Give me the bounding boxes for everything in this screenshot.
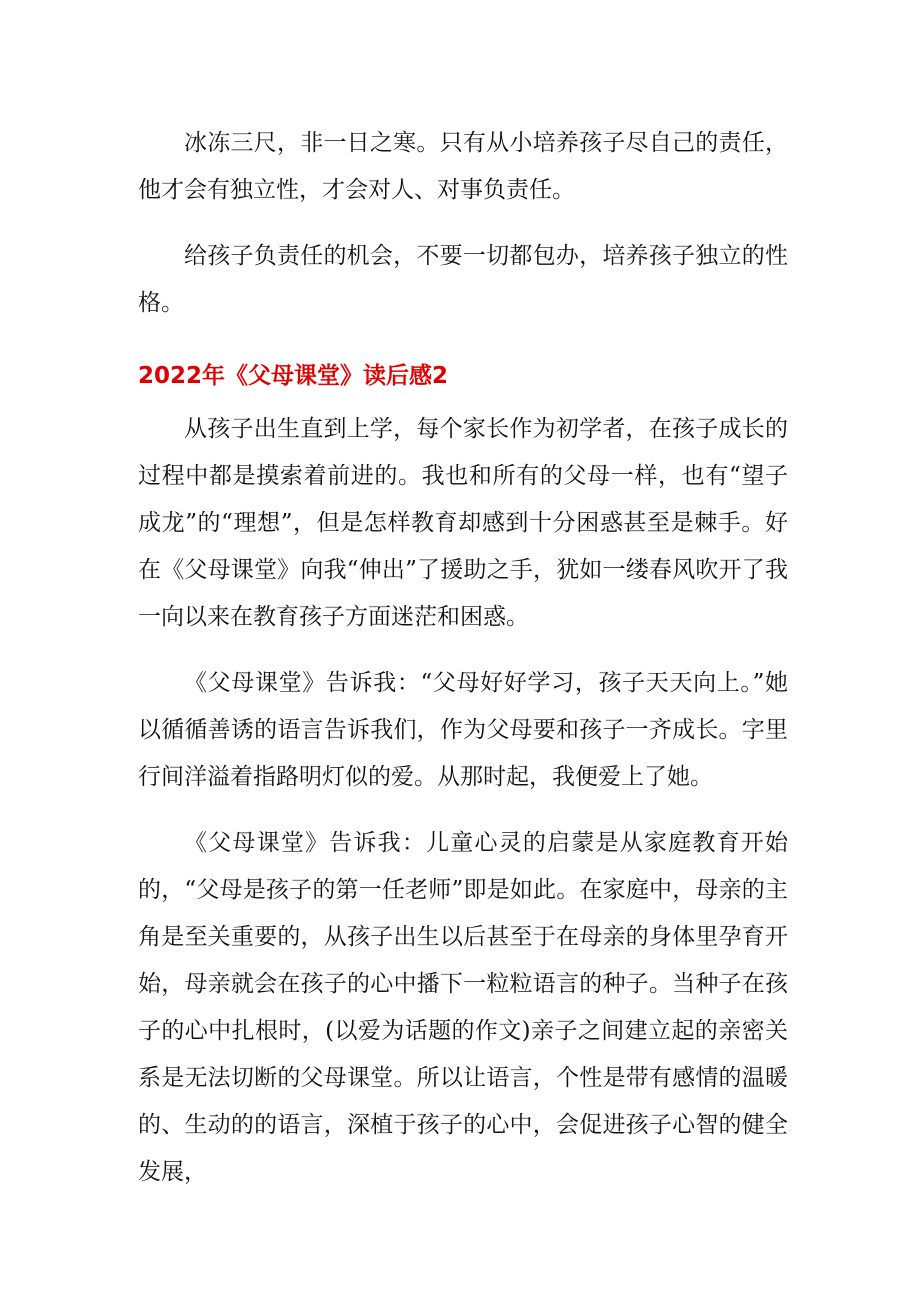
paragraph: 冰冻三尺，非一日之寒。只有从小培养孩子尽自己的责任，他才会有独立性，才会对人、对事负责任。 bbox=[138, 130, 788, 203]
document-body bbox=[138, 120, 788, 1196]
paragraph: 从孩子出生直到上学，每个家长作为初学者，在孩子成长的过程中都是摸索着前进的。我也和所有的父母一样，也有“望子成龙”的“理想”，但是怎样教育却感到十分困惑甚至是棘手。好在《父母课堂》向我“伸出”了援助之手，犹如一缕春风吹开了我一向以来在教育孩子方面迷茫和困惑。 bbox=[138, 416, 788, 630]
paragraph: 《父母课堂》告诉我：儿童心灵的启蒙是从家庭教育开始的，“父母是孩子的第一任老师”即是如此。在家庭中，母亲的主角是至关重要的，从孩子出生以后甚至于在母亲的身体里孕育开始，母亲就会在孩子的心中播下一粒粒语言的种子。当种子在孩子的心中扎根时，(以爱为话题的作文)亲子之间建立起的亲密关系是无法切断的父母课堂。所以让语言，个性是带有感情的温暖的、生动的的语言，深植于孩子的心中，会促进孩子心智的健全发展， bbox=[138, 830, 788, 1185]
paragraph: 《父母课堂》告诉我：“父母好好学习，孩子天天向上。”她以循循善诱的语言告诉我们，作为父母要和孩子一齐成长。字里行间洋溢着指路明灯似的爱。从那时起，我便爱上了她。 bbox=[138, 670, 788, 790]
section-heading: 2022年《父母课堂》读后感2 bbox=[138, 363, 449, 389]
paragraph: 给孩子负责任的机会，不要一切都包办，培养孩子独立的性格。 bbox=[138, 243, 788, 316]
